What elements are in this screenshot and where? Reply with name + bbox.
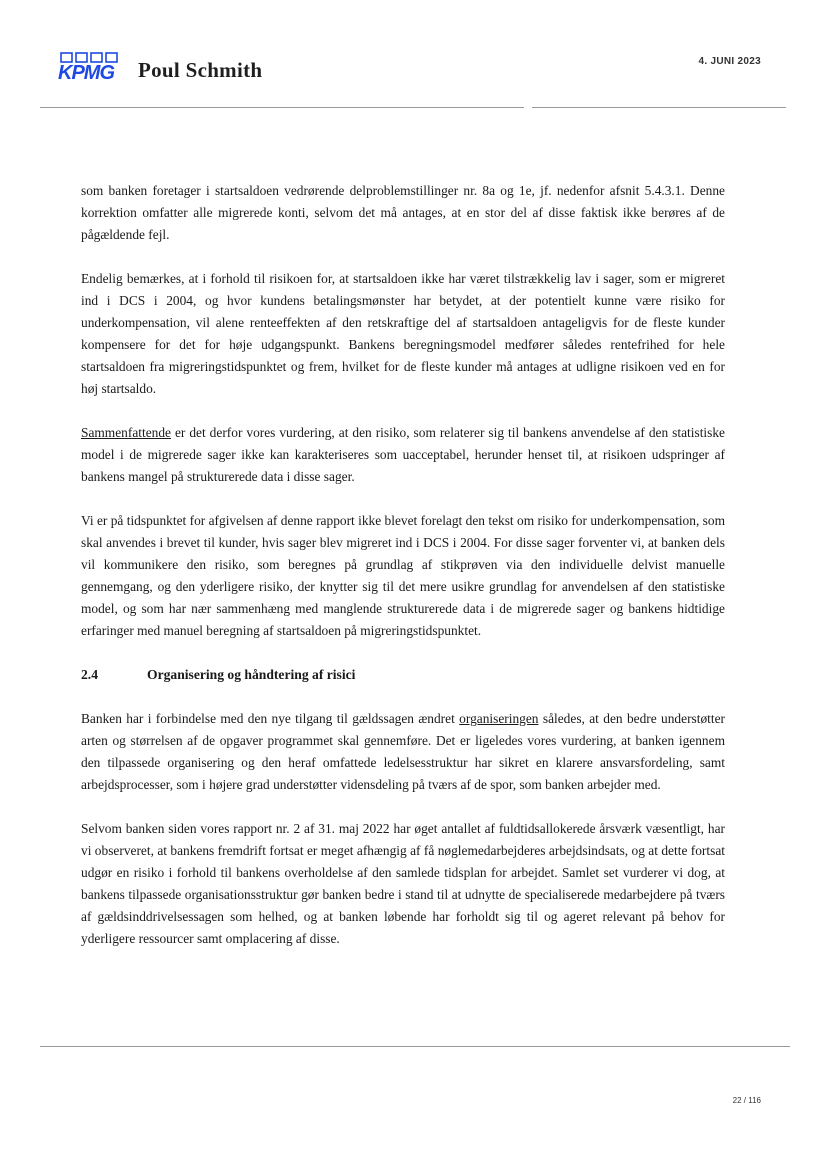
- kpmg-logo: [58, 52, 120, 84]
- underlined-term-organiseringen: organiseringen: [459, 711, 539, 726]
- kpmg-logo-text: KPMG: [58, 62, 114, 84]
- document-date: 4. JUNI 2023: [698, 56, 761, 67]
- footer-divider: [40, 1046, 790, 1047]
- section-title: Organisering og håndtering af risici: [147, 667, 356, 682]
- paragraph-2: Endelig bemærkes, at i forhold til risikoen for, at startsaldoen ikke har været tilstrækkelig lav i sager, som er migreret ind i DCS i 2004, og hvor kundens betalingsmønster har betydet, at der potentielt kunne være risiko for underkompensation, vil alene renteeffekten af den retskraftige del af startsaldoen antageligvis for de fleste kunder kompensere for det for høje udgangspunkt. Bankens beregningsmodel medfører således rentefrihed for hele startsaldoen fra migreringstidspunktet og frem, hvilket for de fleste kunder må antages at udligne risikoen ved en for høj startsaldo.: [81, 271, 725, 396]
- section-heading: [81, 664, 725, 686]
- paragraph-6: Selvom banken siden vores rapport nr. 2 af 31. maj 2022 har øget antallet af fuldtidsallokerede årsværk væsentligt, har vi observeret, at bankens fremdrift fortsat er meget afhængig af få nøglemedarbejderes arbejdsindsats, og at dette fortsat udgør en risiko i forhold til bankens overholdelse af den samlede tidsplan for arbejdet. Samlet set vurderer vi dog, at bankens tilpassede organisationsstruktur gør banken bedre i stand til at udnytte de specialiserede medarbejdere på tværs af gældsinddrivelsessagen som helhed, og at banken løbende har forholdt sig til og ageret relevant på behov for yderligere ressourcer samt omplacering af disse.: [81, 821, 725, 946]
- paragraph-1: som banken foretager i startsaldoen vedrørende delproblemstillinger nr. 8a og 1e, jf. nedenfor afsnit 5.4.3.1. Denne korrektion omfatter alle migrerede konti, selvom det må antages, at en stor del af disse faktisk ikke berøres af de pågældende fejl.: [81, 183, 725, 242]
- paragraph-5-text-b: således, at den bedre understøtter arten og størrelsen af de opgaver programmet skal gennemføre. Det er ligeledes vores vurdering, at banken igennem den tilpassede organisering og den heraf omfattede ledelsesstruktur har sikret en klarere ansvarsfordeling, samt arbejdsprocesser, som i højere grad understøtter vidensdeling på tværs af de spor, som banken arbejder med.: [81, 711, 725, 792]
- section-number: 2.4: [81, 667, 98, 682]
- company-name: Poul Schmith: [138, 58, 263, 82]
- paragraph-5: [81, 708, 725, 796]
- header-divider-right: [532, 107, 786, 108]
- paragraph-5-text-a: Banken har i forbindelse med den nye tilgang til gældssagen ændret: [81, 711, 460, 726]
- paragraph-3: [81, 422, 725, 488]
- paragraph-3-text: er det derfor vores vurdering, at den risiko, som relaterer sig til bankens anvendelse af den statistiske model i de migrerede sager ikke kan karakteriseres som uacceptabel, herunder henset til, at risikoen udspringer af bankens mangel på strukturerede data i disse sager.: [81, 425, 725, 484]
- page-number: 22 / 116: [732, 1096, 761, 1105]
- underlined-term-sammenfattende: Sammenfattende: [81, 425, 171, 440]
- document-body: [81, 180, 725, 972]
- paragraph-4: Vi er på tidspunktet for afgivelsen af denne rapport ikke blevet forelagt den tekst om risiko for underkompensation, som skal anvendes i brevet til kunder, hvis sager blev migreret ind i DCS i 2004. For disse sager forventer vi, at banken dels vil kommunikere den risiko, som beregnes på grundlag af stikprøven via den individuelle delvist manuelle gennemgang, og den yderligere risiko, der knytter sig til det mere usikre grundlag for anvendelsen af den statistiske model, og som har nær sammenhæng med manglende strukturerede data i de migrerede sager og bankens hidtidige erfaringer med manuel beregning af startsaldoen på migreringstidspunktet.: [81, 513, 725, 638]
- header-divider-left: [40, 107, 524, 108]
